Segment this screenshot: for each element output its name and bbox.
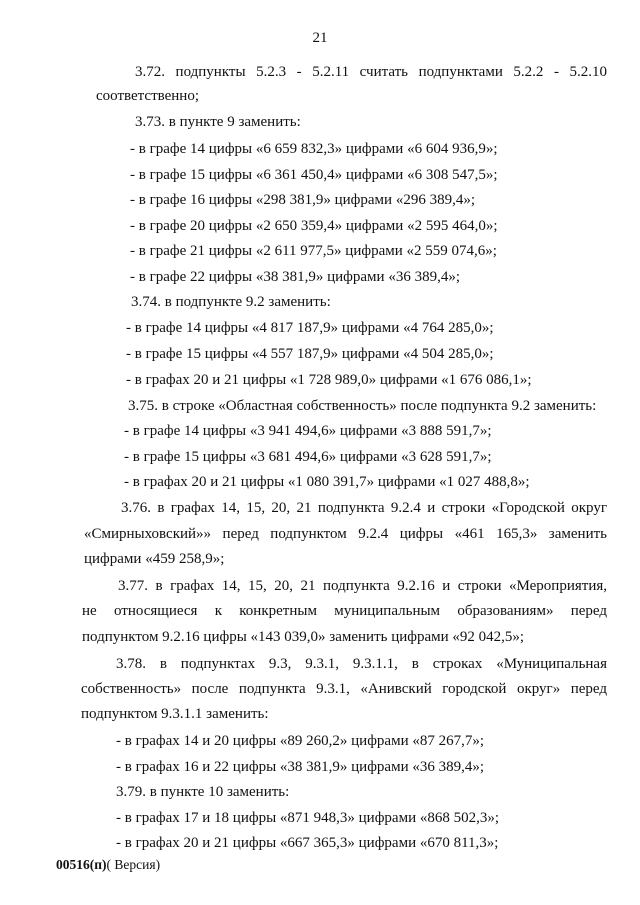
text-line: - в графах 20 и 21 цифры «1 080 391,7» цифрами «1 027 488,8»; <box>124 474 530 490</box>
text-line: - в графе 21 цифры «2 611 977,5» цифрами «2 559 074,6»; <box>130 243 497 259</box>
text-line: подпунктом 9.2.16 цифры «143 039,0» заменить цифрами «92 042,5»; <box>82 629 525 645</box>
text-line: не относящиеся к конкретным муниципальным образованиям» перед <box>82 603 607 619</box>
text-line: подпунктом 9.3.1.1 заменить: <box>81 706 269 722</box>
text-line: соответственно; <box>96 88 199 104</box>
text-line: - в графе 20 цифры «2 650 359,4» цифрами «2 595 464,0»; <box>130 218 498 234</box>
text-line: - в графах 17 и 18 цифры «871 948,3» цифрами «868 502,3»; <box>116 810 500 826</box>
text-line: - в графе 14 цифры «4 817 187,9» цифрами «4 764 285,0»; <box>126 320 494 336</box>
text-line: - в графе 15 цифры «3 681 494,6» цифрами «3 628 591,7»; <box>124 449 492 465</box>
text-line: - в графах 20 и 21 цифры «1 728 989,0» цифрами «1 676 086,1»; <box>126 372 532 388</box>
text-line: 3.74. в подпункте 9.2 заменить: <box>131 294 331 310</box>
text-line: 3.78. в подпунктах 9.3, 9.3.1, 9.3.1.1, в строках «Муниципальная <box>116 656 607 672</box>
text-line: 3.77. в графах 14, 15, 20, 21 подпункта 9.2.16 и строки «Мероприятия, <box>118 578 607 594</box>
text-line: - в графах 14 и 20 цифры «89 260,2» цифрами «87 267,7»; <box>116 733 485 749</box>
text-line: цифрами «459 258,9»; <box>84 551 225 567</box>
text-line: «Смирныховский»» перед подпунктом 9.2.4 цифры «461 165,3» заменить <box>84 526 607 542</box>
text-line: 3.73. в пункте 9 заменить: <box>135 114 301 130</box>
text-line: - в графе 14 цифры «6 659 832,3» цифрами «6 604 936,9»; <box>130 141 498 157</box>
text-line: 3.76. в графах 14, 15, 20, 21 подпункта 9.2.4 и строки «Городской округ <box>121 500 607 516</box>
document-code: 00516(п) <box>56 857 107 872</box>
page-number: 21 <box>312 30 328 46</box>
text-line: 3.72. подпункты 5.2.3 - 5.2.11 считать подпунктами 5.2.2 - 5.2.10 <box>135 64 607 80</box>
text-line: - в графах 20 и 21 цифры «667 365,3» цифрами «670 811,3»; <box>116 835 499 851</box>
text-line: - в графе 14 цифры «3 941 494,6» цифрами «3 888 591,7»; <box>124 423 492 439</box>
text-line: - в графе 15 цифры «4 557 187,9» цифрами «4 504 285,0»; <box>126 346 494 362</box>
text-line: - в графе 15 цифры «6 361 450,4» цифрами «6 308 547,5»; <box>130 167 498 183</box>
document-version: ( Версия) <box>106 857 161 872</box>
text-line: - в графе 22 цифры «38 381,9» цифрами «36 389,4»; <box>130 269 460 285</box>
text-line: - в графе 16 цифры «298 381,9» цифрами «296 389,4»; <box>130 192 475 208</box>
text-line: собственность» после подпункта 9.3.1, «Анивский городской округ» перед <box>81 681 607 697</box>
text-line: - в графах 16 и 22 цифры «38 381,9» цифрами «36 389,4»; <box>116 759 485 775</box>
document-footer <box>56 857 160 873</box>
text-line: 3.75. в строке «Областная собственность» после подпункта 9.2 заменить: <box>128 398 597 414</box>
text-line: 3.79. в пункте 10 заменить: <box>116 784 290 800</box>
